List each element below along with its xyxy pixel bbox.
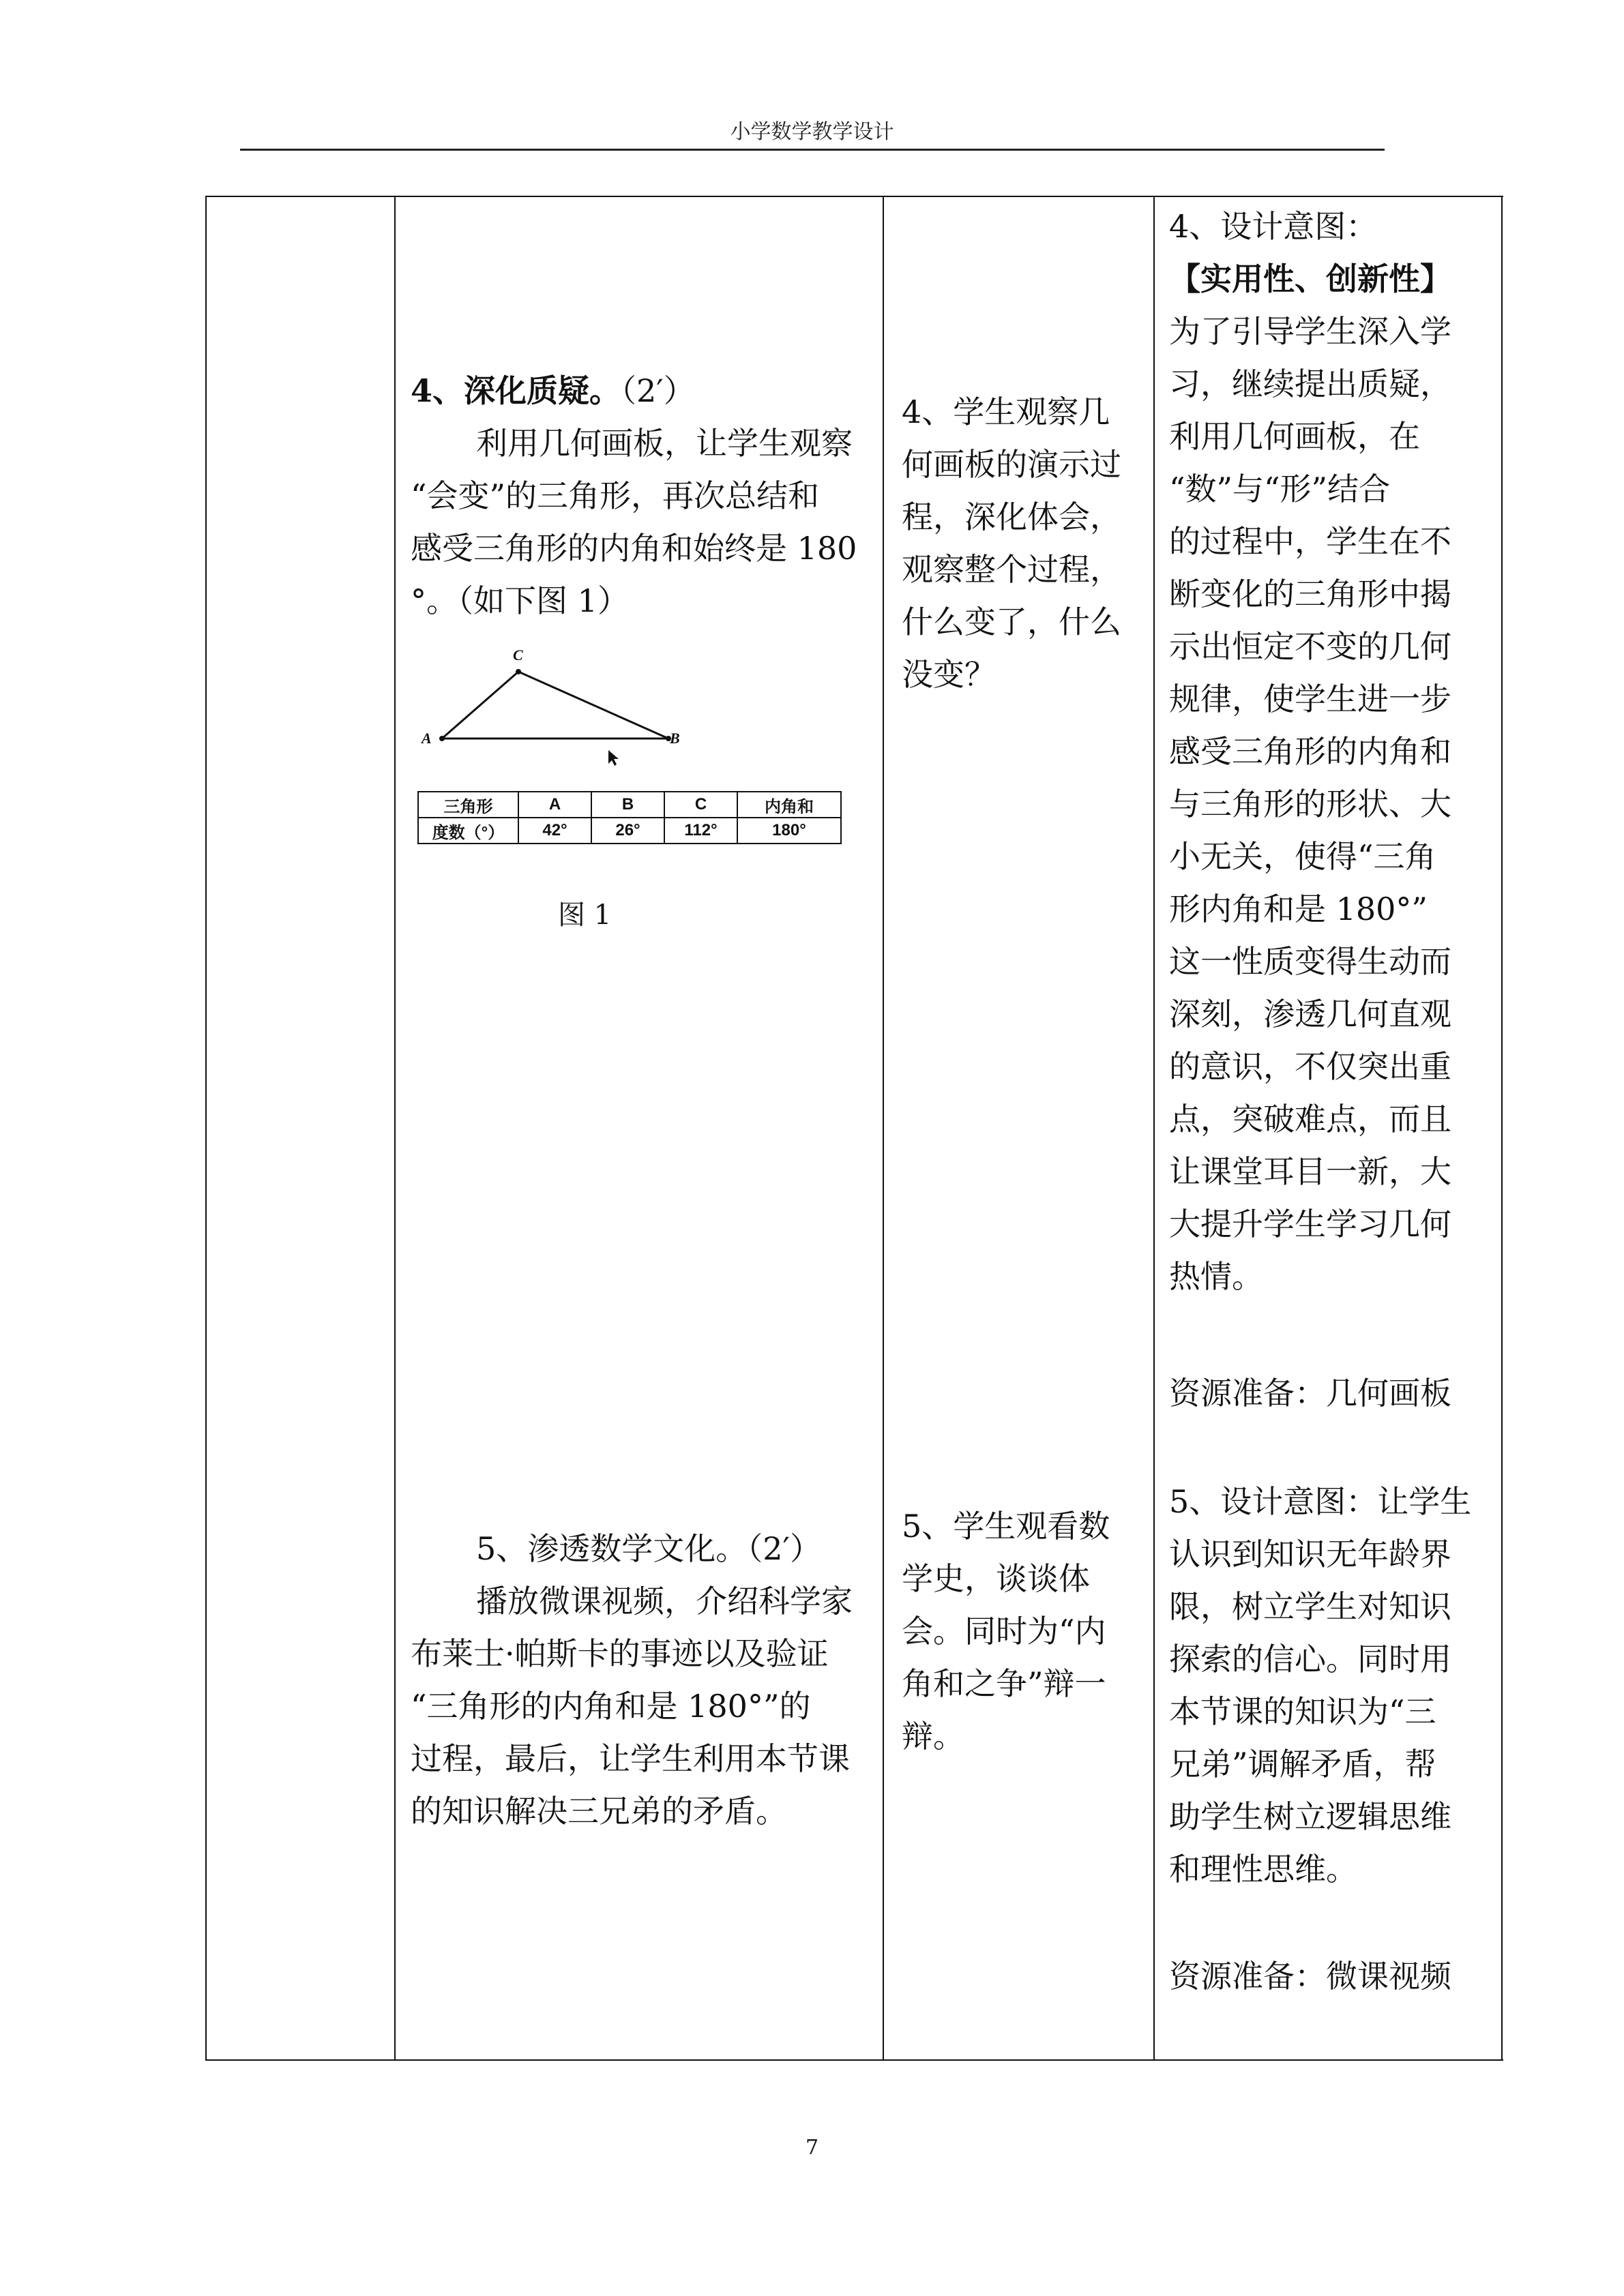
angle-degree-table	[417, 791, 842, 844]
intent4-line: 热情。	[1169, 1258, 1263, 1295]
section4-title: 4、深化质疑。	[411, 372, 621, 409]
student4-line: 何画板的演示过	[902, 446, 1121, 483]
section5-line: 过程，最后，让学生利用本节课	[411, 1740, 850, 1777]
intent5-line: 认识到知识无年龄界	[1169, 1536, 1451, 1572]
section4-line: 感受三角形的内角和始终是 180	[411, 530, 857, 567]
intent4-line: 的过程中，学生在不	[1169, 523, 1451, 560]
intent4-line: 规律，使学生进一步	[1169, 681, 1451, 717]
table-header-cell: B	[591, 792, 664, 818]
intent5-line: 兄弟”调解矛盾，帮	[1169, 1746, 1436, 1783]
table-border-col3	[1153, 196, 1155, 2061]
student5-line: 学史，谈谈体	[902, 1560, 1090, 1597]
table-top-border	[205, 196, 1503, 197]
table-cell: 42°	[518, 818, 591, 844]
section4-line: “会变”的三角形，再次总结和	[411, 477, 820, 514]
intent4-line: 这一性质变得生动而	[1169, 943, 1451, 980]
table-header-cell: 三角形	[418, 792, 518, 818]
student4-line: 程，深化体会，	[902, 498, 1121, 535]
table-border-col2	[883, 196, 884, 2061]
intent4-line: 断变化的三角形中揭	[1169, 576, 1451, 612]
vertex-label-a: A	[422, 730, 432, 747]
table-border-col1	[394, 196, 396, 2061]
table-border-col0	[205, 196, 207, 2061]
student5-line: 辩。	[902, 1718, 964, 1755]
intent4-resource: 资源准备：几何画板	[1169, 1375, 1451, 1412]
intent4-line: 与三角形的形状、大	[1169, 786, 1451, 822]
mouse-cursor-icon	[608, 750, 619, 766]
intent4-line: 大提升学生学习几何	[1169, 1206, 1451, 1242]
intent5-line: 本节课的知识为“三	[1169, 1693, 1436, 1730]
section5-line: 布莱士·帕斯卡的事迹以及验证	[411, 1635, 829, 1672]
table-row	[418, 792, 841, 818]
student4-line: 什么变了，什么	[902, 603, 1121, 640]
vertex-label-b: B	[670, 730, 680, 747]
intent4-line: 感受三角形的内角和	[1169, 733, 1451, 770]
student4-line: 4、学生观察几	[902, 393, 1110, 430]
intent4-line: 为了引导学生深入学	[1169, 313, 1451, 350]
section4-line: 利用几何画板，让学生观察	[476, 425, 853, 462]
intent4-line: 小无关，使得“三角	[1169, 838, 1436, 875]
table-header-cell: C	[664, 792, 737, 818]
table-header-cell: 内角和	[737, 792, 841, 818]
intent4-line: 的意识，不仅突出重	[1169, 1048, 1451, 1085]
section5-line: 的知识解决三兄弟的矛盾。	[411, 1793, 787, 1830]
page-number: 7	[805, 2136, 819, 2160]
triangle-figure	[416, 644, 689, 771]
student4-line: 没变？	[902, 656, 996, 693]
intent5-line: 助学生树立逻辑思维	[1169, 1798, 1451, 1835]
table-cell: 26°	[591, 818, 664, 844]
student5-line: 角和之争”辩一	[902, 1665, 1106, 1702]
section4-time: （2′）	[621, 372, 695, 409]
intent5-line: 和理性思维。	[1169, 1851, 1357, 1888]
header-rule	[240, 149, 1385, 151]
intent4-line: 形内角和是 180°”	[1169, 891, 1428, 927]
intent5-resource: 资源准备：微课视频	[1169, 1958, 1451, 1995]
intent4-line: 利用几何画板，在	[1169, 418, 1420, 455]
section5-heading: 5、渗透数学文化。（2′）	[476, 1530, 821, 1567]
intent4-heading: 【实用性、创新性】	[1169, 260, 1451, 297]
intent4-line: “数”与“形”结合	[1169, 471, 1391, 507]
intent5-line: 限，树立学生对知识	[1169, 1588, 1451, 1625]
intent4-line: 4、设计意图：	[1169, 208, 1378, 245]
figure-caption: 图 1	[558, 899, 612, 931]
triangle-abc	[442, 672, 668, 739]
table-cell: 度数（°）	[418, 818, 518, 844]
table-cell: 112°	[664, 818, 737, 844]
section4-heading	[411, 365, 695, 417]
vertex-a-dot	[439, 736, 445, 741]
table-bottom-border	[205, 2059, 1503, 2061]
vertex-label-c: C	[513, 646, 523, 664]
intent4-line: 点，突破难点，而且	[1169, 1101, 1451, 1137]
vertex-c-dot	[516, 669, 521, 674]
page-header-title: 小学数学教学设计	[730, 120, 894, 144]
table-header-cell: A	[518, 792, 591, 818]
intent5-line: 5、设计意图：让学生	[1169, 1483, 1472, 1520]
section5-line: 播放微课视频，介绍科学家	[476, 1583, 853, 1620]
student5-line: 5、学生观看数	[902, 1508, 1110, 1545]
student5-line: 会。同时为“内	[902, 1613, 1106, 1650]
intent5-line: 探索的信心。同时用	[1169, 1641, 1451, 1678]
table-border-col4	[1501, 196, 1503, 2061]
section5-line: “三角形的内角和是 180°”的	[411, 1688, 811, 1725]
section4-line: °。（如下图 1）	[411, 582, 629, 619]
table-row	[418, 818, 841, 844]
intent4-line: 示出恒定不变的几何	[1169, 628, 1451, 665]
intent4-line: 深刻，渗透几何直观	[1169, 996, 1451, 1032]
intent4-line: 让课堂耳目一新，大	[1169, 1153, 1451, 1190]
intent4-line: 习，继续提出质疑，	[1169, 366, 1451, 402]
table-cell: 180°	[737, 818, 841, 844]
student4-line: 观察整个过程，	[902, 551, 1121, 588]
